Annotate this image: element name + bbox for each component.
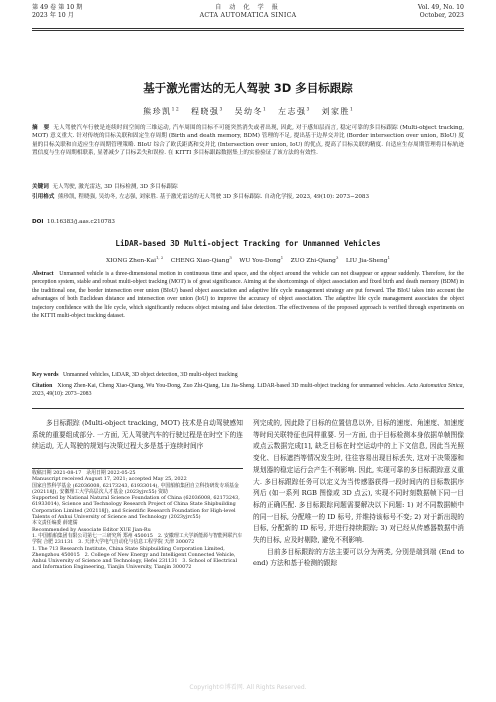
keywords-en <box>32 371 464 379</box>
paper-title-cn: 基于激光雷达的无人驾驶 3D 多目标跟踪 <box>143 81 353 95</box>
header-rule-bottom <box>32 30 464 31</box>
body-column-left: 多目标跟踪 (Multi-object tracking, MOT) 技术是自动驾驶感知系统的重要组成部分. 一方面, 无人驾驶汽车的行驶过程是在时空下的连续运动, 无人驾驶的规划与决策过程大多是基于连续时间序 <box>32 419 243 451</box>
author-cn: 刘家胜$^1$ <box>321 107 353 116</box>
footnote-editor-en: Recommended by Associate Editor XUE Jian-Ru <box>32 526 151 533</box>
citation-en-tail: , 2023, 49(10): 2073−2083 <box>32 383 464 398</box>
journal-name-cn: 自 动 化 学 报 <box>215 4 281 11</box>
copyright-watermark: Copyright©博看网. All Rights Reserved. <box>189 684 307 691</box>
footnote-editor-cn: 本文责任编委 薛建儒 <box>32 520 78 527</box>
abstract-en-label: Abstract <box>32 271 54 277</box>
doi-label: DOI <box>32 219 44 225</box>
author-list-cn <box>32 106 464 117</box>
author-cn: 左志强$^3$ <box>277 107 310 116</box>
author-en: WU You-Dong$^1$ <box>239 255 284 264</box>
footnote-affiliation-en: 1. The 713 Research Institute, China State Shipbuilding Corporation Limited, Zhengzhou 450015 2. College of New Energy and Intelligent Connected Vehicle, Anhui University of Science and Technology, Hefei 231131 3. School of Electrical and Information Engineering, Tianjin University, Tianjin 300072 <box>32 545 238 571</box>
header-right <box>418 4 464 20</box>
abstract-cn <box>32 124 464 157</box>
keywords-cn-text: 无人驾驶, 激光雷达, 3D 目标检测, 3D 多目标跟踪 <box>52 184 178 190</box>
footnotes <box>32 470 243 571</box>
keywords-cn <box>32 183 464 191</box>
journal-header <box>32 4 464 26</box>
footnote-funding-cn: 国家自然科学基金 (62036008, 62173243, 61933014), 中国船舶集团自立科技研发专项基金 (202118J), 安徽理工大学高层次人才基金 (2023yjrc55) 资助 <box>32 482 239 495</box>
header-center <box>32 4 464 20</box>
volume-en: Vol. 49, No. 10 <box>417 4 464 11</box>
body-column-right <box>253 418 464 570</box>
section-divider <box>32 408 464 409</box>
body-paragraph: 列完成的, 因此除了目标的位置信息以外, 目标的速度、角速度、加速度等时间关联特征也同样重要. 另一方面, 由于目标检测本身依据单帧图像或点云数据完成[1], 缺乏目标在时空运动中的上下文信息, 因此当光照变化、目标遮挡等情况发生时, 往往容易出现目标丢失, 这对于决策器和规划器的稳定运行会产生不利影响. 因此, 实现可靠的多目标跟踪意义重大. 多目标跟踪任务可以定义为当传感器获得一段时间内的目标数据序列后 (如一系列 RGB 图像或 3D 点云), 实现不同时刻数据帧下同一目标的正确匹配. 多目标跟踪问题需要解决以下问题: 1) 对不同数据帧中的同一目标, 分配唯一的 ID 标号, 并维持该标号不变; 2) 对于新出现的目标, 分配新的 ID 标号, 并进行持续跟踪; 3) 对已经从传感器数据中消失的目标, 应及时剔除, 避免不利影响. <box>253 419 464 545</box>
citation-en-journal: Acta Automatica Sinica <box>407 383 463 389</box>
citation-en-text: Xiong Zhen-Kai, Cheng Xiao-Qiang, Wu You-Dong, Zuo Zhi-Qiang, Liu Jia-Sheng. LiDAR-based 3D multi-object tracking for unmanned vehicles. <box>57 383 406 389</box>
author-cn: 熊珍凯$^{1 2}$ <box>143 107 179 116</box>
citation-en <box>32 382 464 399</box>
footnote-received-en: Manuscript received August 17, 2021; accepted May 25, 2022 <box>32 476 187 483</box>
date-cn: 2023 年 10 月 <box>32 12 74 19</box>
author-en: LIU Jia-Sheng$^1$ <box>345 255 391 264</box>
citation-en-label: Citation <box>32 383 53 389</box>
footnote-rule <box>32 468 243 469</box>
author-en: CHENG Xiao-Qiang$^3$ <box>170 255 232 264</box>
author-en: XIONG Zhen-Kai$^{1, 2}$ <box>105 255 164 264</box>
keywords-en-label: Key words <box>32 372 59 378</box>
body-paragraph: 目前多目标跟踪的方法主要可以分为两类, 分别是端到端 (End to end) 方法和基于检测的跟踪 <box>253 547 464 568</box>
abstract-cn-text: 无人驾驶汽车行驶是连续时间空间的三维运动, 汽车周围的目标不可能突然消失或者出现, 因此, 对于感知层而言, 稳定可靠的多目标跟踪 (Multi-object tracking, MOT) 意义重大. 针对传统的目标关联和固定生存周期 (Birth and death memory, BDM) 管理的不足, 提出基于边界交并比 (Border intersection over union, BIoU) 度量的目标关联和自适应生存周期管理策略. BIoU 综合了欧氏距离和交并比 (Intersection over union, IoU) 的优点, 提高了目标关联的精度. 自适应生存周期管理将目标轨迹置信度与生存周期相联系, 显著减少了目标丢失和误检. 在 KITTI 多目标跟踪数据集上的实验验证了该方法的有效性. <box>32 125 464 156</box>
citation-cn-label: 引用格式 <box>32 194 55 200</box>
journal-name-en: ACTA AUTOMATICA SINICA <box>199 12 297 19</box>
keywords-en-text: Unmanned vehicles, LiDAR, 3D object detection, 3D multi-object tracking <box>62 372 238 378</box>
footnote-funding-en: Supported by National Natural Science Foundation of China (62036008, 62173243, 61933014), Science and Technology Research Project of China State Shipbuilding Corporation Limited (202118J), and Scientific Research Foundation for High-level Talents of Anhui University of Science and Technology (2023yjrc55) <box>32 495 240 521</box>
doi <box>32 218 464 226</box>
header-rule-top <box>32 28 464 29</box>
doi-text[interactable]: 10.16383/j.aas.c210783 <box>47 219 115 225</box>
author-cn: 吴幼冬$^1$ <box>234 107 266 116</box>
author-en: ZUO Zhi-Qiang$^3$ <box>290 255 339 264</box>
abstract-en <box>32 270 464 320</box>
citation-cn <box>32 193 464 201</box>
abstract-cn-label: 摘 要 <box>32 125 50 131</box>
footnote-received-cn: 收稿日期 2021-08-17 录用日期 2022-05-25 <box>32 470 136 476</box>
footnote-affiliation-cn: 1. 中国船舶集团有限公司第七一三研究所 郑州 450015 2. 安徽理工大学新能源与智能网联汽车学院 合肥 231131 3. 天津大学电气自动化与信息工程学院 天津 300072 <box>32 532 243 546</box>
date-en: October, 2023 <box>419 12 464 19</box>
volume-cn: 第 49 卷 第 10 期 <box>32 4 83 11</box>
author-cn: 程晓强$^3$ <box>190 107 223 116</box>
abstract-en-text: Unmanned vehicle is a three-dimensional motion in continuous time and space, and the object around the vehicle can not disappear or appear suddenly. Therefore, for the perception system, stable and robust multi-object tracking (MOT) is of great significance. Aiming at the shortcomings of object association and fixed birth and death memory (BDM) in the traditional one, the border intersection over union (BIoU) based object association and adaptive life cycle management strategy are put forward. The BIoU takes into account the advantages of both Euclidean distance and intersection over union (IoU) to improve the accuracy of object association. The adaptive life cycle management associates the object trajectory confidence with the life cycle, which significantly reduces object missing and false detection. The effectiveness of the proposed approach is verified through experiments on the KITTI multi-object tracking dataset. <box>32 271 464 320</box>
citation-cn-text: 熊珍凯, 程晓强, 吴幼冬, 左志强, 刘家胜. 基于激光雷达的无人驾驶 3D 多目标跟踪. 自动化学报, 2023, 49(10): 2073−2083 <box>57 194 370 200</box>
author-list-en <box>32 255 464 264</box>
keywords-cn-label: 关键词 <box>32 184 49 190</box>
paper-title-en: LiDAR-based 3D Multi-object Tracking for Unmanned Vehicles <box>115 239 381 248</box>
